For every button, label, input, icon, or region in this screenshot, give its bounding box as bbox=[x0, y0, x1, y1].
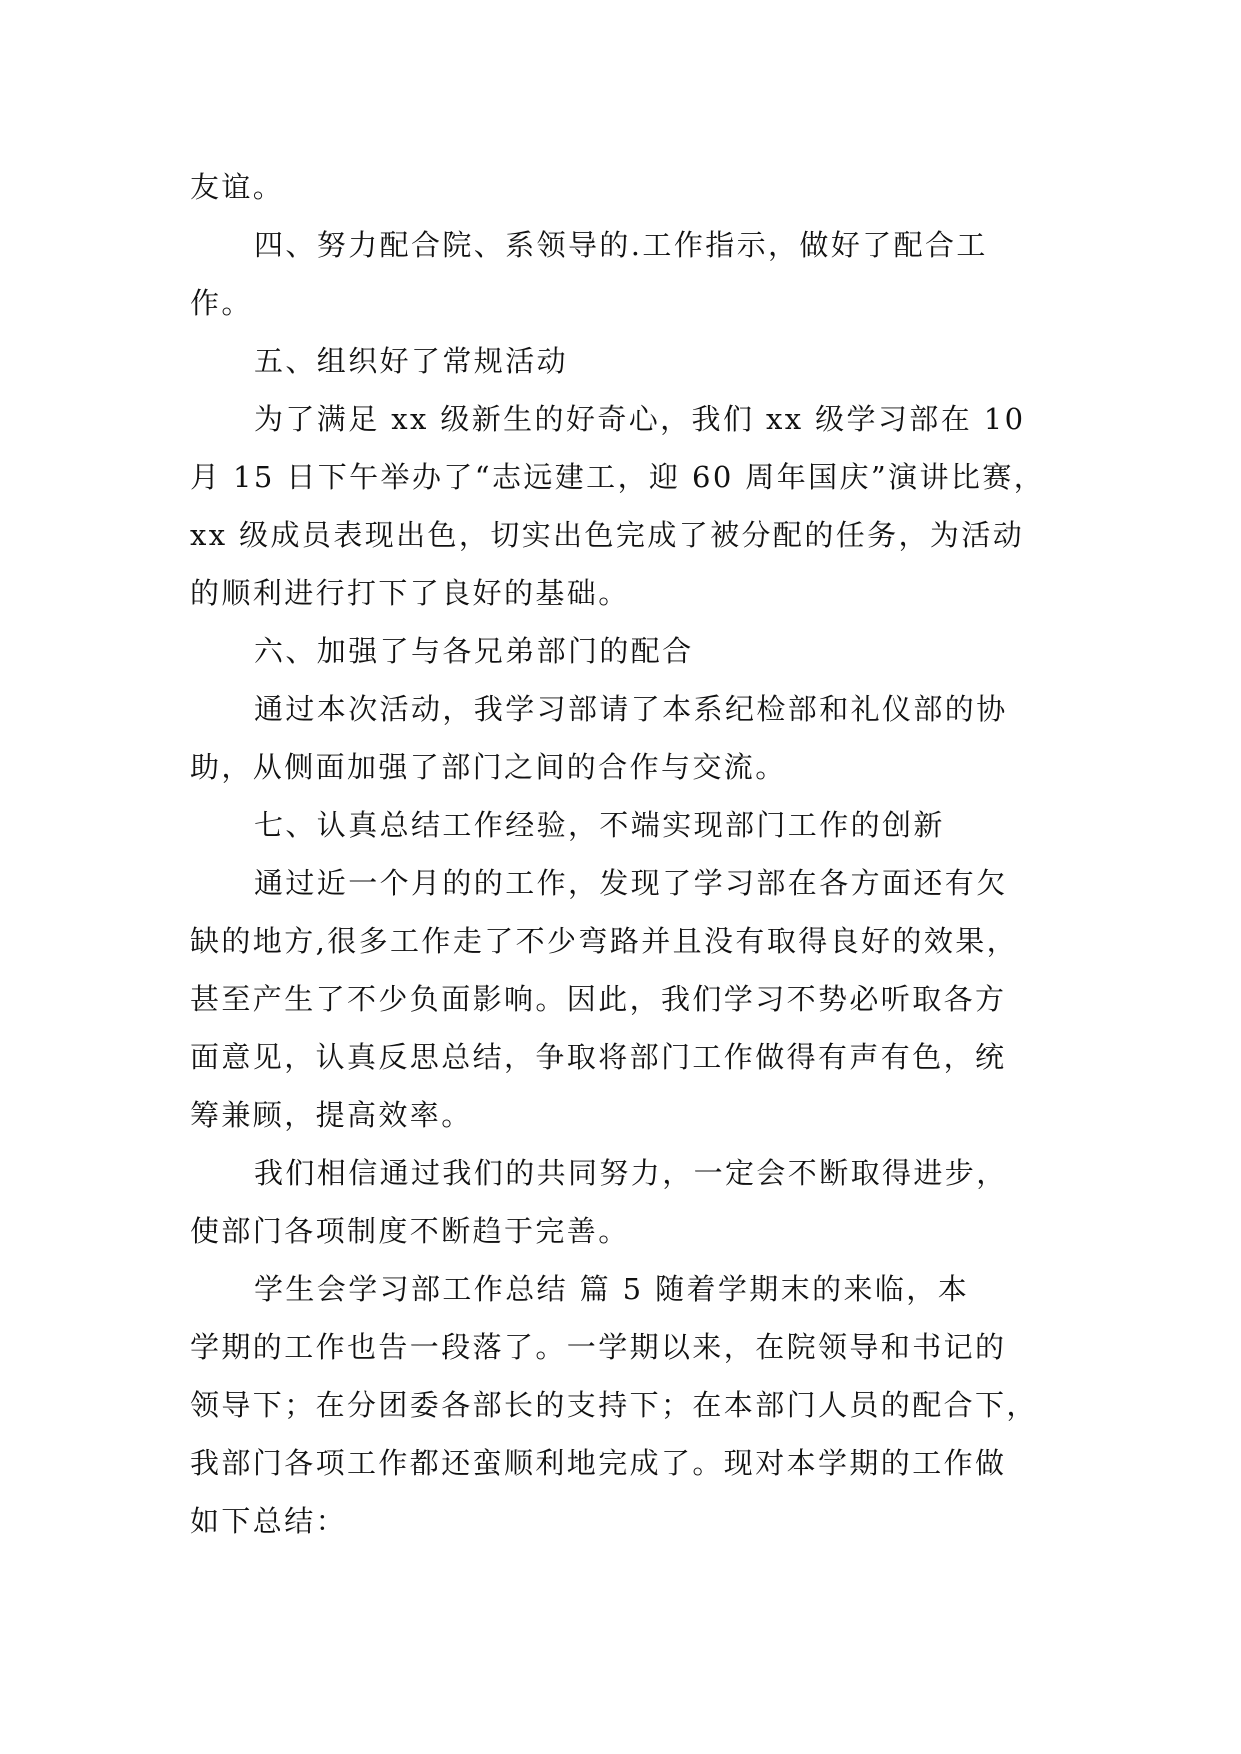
text-line: 作。 bbox=[190, 286, 253, 320]
text-line: 的顺利进行打下了良好的基础。 bbox=[190, 576, 630, 610]
document-body bbox=[190, 158, 1070, 1550]
text-line: 通过近一个月的的工作，发现了学习部在各方面还有欠 bbox=[254, 866, 1008, 900]
text-line: 七、认真总结工作经验，不端实现部门工作的创新 bbox=[254, 808, 945, 842]
text-line: 甚至产生了不少负面影响。因此，我们学习不势必听取各方 bbox=[190, 982, 1007, 1016]
text-line: 为了满足 xx 级新生的好奇心，我们 xx 级学习部在 10 bbox=[254, 402, 1026, 436]
text-line: 面意见，认真反思总结，争取将部门工作做得有声有色，统 bbox=[190, 1040, 1007, 1074]
text-line: 友谊。 bbox=[190, 170, 285, 204]
text-line: 六、加强了与各兄弟部门的配合 bbox=[254, 634, 694, 668]
text-line: 五、组织好了常规活动 bbox=[254, 344, 569, 378]
text-line: 月 15 日下午举办了“志远建工，迎 60 周年国庆”演讲比赛， bbox=[190, 460, 1046, 494]
text-line: 如下总结： bbox=[190, 1504, 348, 1538]
text-line: 缺的地方,很多工作走了不少弯路并且没有取得良好的效果， bbox=[190, 924, 1019, 958]
text-line: 学生会学习部工作总结 篇 5 随着学期末的来临，本 bbox=[254, 1272, 970, 1306]
text-line: 我部门各项工作都还蛮顺利地完成了。现对本学期的工作做 bbox=[190, 1446, 1007, 1480]
text-line: 领导下；在分团委各部长的支持下；在本部门人员的配合下， bbox=[190, 1388, 1038, 1422]
text-line: 四、努力配合院、系领导的.工作指示，做好了配合工 bbox=[254, 228, 988, 262]
text-line: 助，从侧面加强了部门之间的合作与交流。 bbox=[190, 750, 787, 784]
text-line: 我们相信通过我们的共同努力，一定会不断取得进步， bbox=[254, 1156, 1008, 1190]
text-line: 使部门各项制度不断趋于完善。 bbox=[190, 1214, 630, 1248]
text-line: 学期的工作也告一段落了。一学期以来，在院领导和书记的 bbox=[190, 1330, 1007, 1364]
text-line: 通过本次活动，我学习部请了本系纪检部和礼仪部的协 bbox=[254, 692, 1008, 726]
text-line: xx 级成员表现出色，切实出色完成了被分配的任务，为活动 bbox=[190, 518, 1025, 552]
text-line: 筹兼顾，提高效率。 bbox=[190, 1098, 473, 1132]
